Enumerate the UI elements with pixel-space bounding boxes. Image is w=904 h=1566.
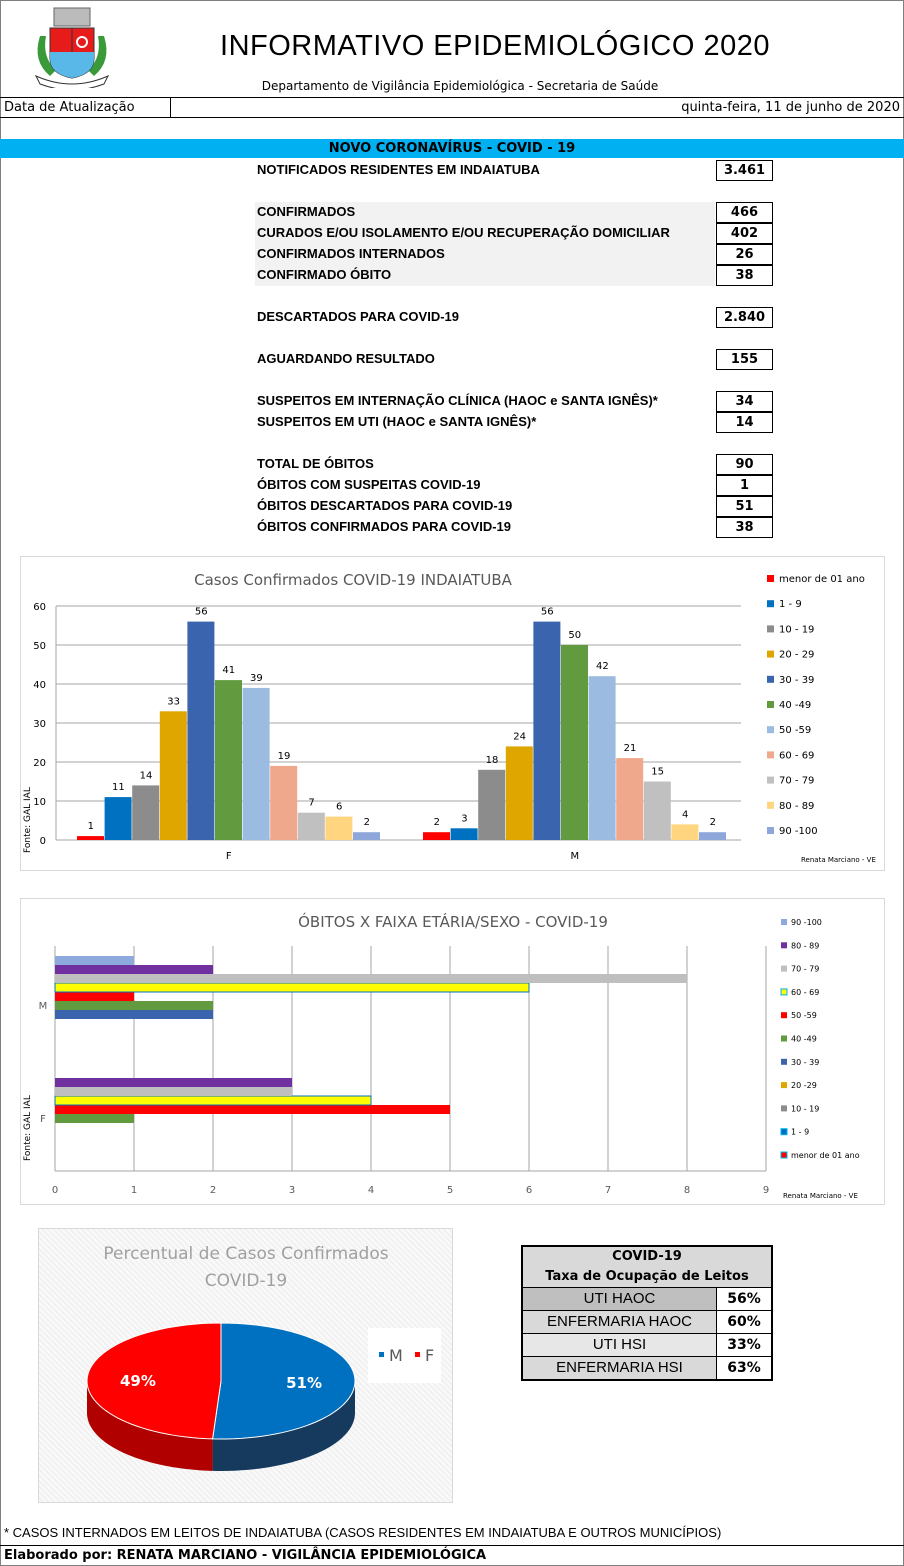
- bar-M-40-49: [561, 645, 588, 840]
- stat-label: ÓBITOS CONFIRMADOS PARA COVID-19: [257, 519, 512, 534]
- legend-label: 90 -100: [791, 918, 822, 927]
- stat-label: ÓBITOS COM SUSPEITAS COVID-19: [257, 477, 481, 492]
- legend-swatch: [767, 802, 774, 809]
- data-label: 18: [485, 754, 499, 766]
- data-label: 2: [709, 817, 716, 829]
- legend-swatch: [415, 1352, 420, 1357]
- legend-swatch: [379, 1352, 384, 1357]
- data-label: 21: [623, 743, 637, 755]
- legend-label: 60 - 69: [779, 750, 815, 762]
- legend-label: 90 -100: [779, 826, 818, 837]
- bar-F-30-39: [187, 622, 214, 840]
- chart-title: Percentual de Casos Confirmados: [103, 1244, 389, 1264]
- stat-label: DESCARTADOS PARA COVID-19: [257, 309, 460, 324]
- stat-value: 26: [716, 244, 773, 265]
- legend-label: 80 - 89: [791, 941, 820, 951]
- stat-label: CONFIRMADOS: [257, 204, 356, 219]
- stat-value: 2.840: [716, 307, 773, 328]
- divider: [170, 98, 171, 118]
- legend-swatch: [781, 919, 787, 925]
- legend-label: 70 - 79: [791, 964, 820, 974]
- pie-data-label: 49%: [120, 1371, 156, 1390]
- x-tick-label: 4: [367, 1185, 375, 1196]
- data-label: 4: [682, 809, 689, 821]
- bar-M-80-89: [55, 965, 213, 974]
- x-tick-label: 7: [604, 1185, 612, 1196]
- stat-value: 51: [716, 496, 773, 517]
- legend-swatch: [781, 989, 787, 995]
- legend-label: 70 - 79: [779, 775, 815, 787]
- data-label: 3: [461, 813, 468, 825]
- occupancy-row: [523, 1287, 771, 1310]
- x-tick-label: 6: [525, 1185, 533, 1196]
- occupancy-title: COVID-19: [523, 1247, 771, 1267]
- data-label: 2: [433, 817, 440, 829]
- occupancy-row: [523, 1333, 771, 1356]
- legend-label: 80 - 89: [779, 800, 815, 812]
- legend-label: 20 - 29: [779, 649, 815, 661]
- data-label: 39: [250, 672, 263, 684]
- legend-label: 30 - 39: [779, 674, 815, 686]
- stat-value: 466: [716, 202, 773, 223]
- data-label: 19: [277, 750, 291, 762]
- bar-F-50-59: [243, 688, 270, 840]
- legend-label: 40 -49: [791, 1034, 817, 1044]
- legend-swatch: [781, 1152, 787, 1158]
- footnote: * CASOS INTERNADOS EM LEITOS DE INDAIATUBA (CASOS RESIDENTES EM INDAIATUBA E OUTROS MUNICÍPIOS): [4, 1525, 722, 1540]
- bar-F-20-29: [160, 711, 187, 840]
- legend-swatch: [767, 625, 774, 632]
- occupancy-row: [523, 1310, 771, 1333]
- bar-F-40-49: [55, 1114, 134, 1123]
- stat-label: TOTAL DE ÓBITOS: [257, 456, 374, 471]
- y-tick-label: 40: [33, 680, 46, 691]
- bar-F-60-69: [55, 1096, 371, 1105]
- y-tick-label: 30: [33, 719, 46, 730]
- legend-label: F: [425, 1346, 435, 1365]
- bar-F-40-49: [215, 680, 242, 840]
- data-label: 50: [568, 630, 582, 641]
- y-tick-label: 0: [39, 836, 46, 847]
- author-note: Renata Marciano - VE: [801, 856, 876, 864]
- stat-label: CONFIRMADOS INTERNADOS: [257, 246, 445, 261]
- occupancy-subtitle: Taxa de Ocupação de Leitos: [523, 1267, 771, 1287]
- y-tick-label: 20: [33, 758, 46, 769]
- stat-value: 90: [716, 454, 773, 475]
- section-title: NOVO CORONAVÍRUS - COVID - 19: [0, 139, 904, 158]
- x-tick-label: 8: [683, 1185, 691, 1196]
- y-tick-label: 50: [33, 641, 46, 652]
- legend-swatch: [781, 1036, 787, 1042]
- bar-M-1-9: [451, 828, 478, 840]
- deaths-by-age-sex-chart: [20, 898, 885, 1205]
- stat-label: SUSPEITOS EM UTI (HAOC e SANTA IGNÊS)*: [257, 414, 537, 429]
- bar-F-menorde01ano: [77, 836, 104, 840]
- legend-swatch: [767, 651, 774, 658]
- percent-confirmed-pie-chart: [38, 1228, 453, 1503]
- update-date-label: Data de Atualização: [4, 100, 135, 115]
- bar-F-80-89: [325, 817, 352, 840]
- legend-label: 50 -59: [791, 1011, 817, 1021]
- chart-title: COVID-19: [204, 1271, 288, 1291]
- legend-swatch: [781, 942, 787, 948]
- occupancy-value: 56%: [717, 1288, 771, 1310]
- bar-M-50-59: [55, 992, 134, 1001]
- y-tick-label: M: [38, 1001, 48, 1012]
- occupancy-value: 63%: [717, 1357, 771, 1379]
- bar-M-80-89: [671, 824, 698, 840]
- bar-M-30-39: [533, 622, 560, 840]
- chart-title: ÓBITOS X FAIXA ETÁRIA/SEXO - COVID-19: [298, 913, 608, 931]
- bar-M-40-49: [55, 1001, 213, 1010]
- bar-M-menorde01ano: [423, 832, 450, 840]
- bar-F-70-79: [55, 1087, 292, 1096]
- bar-M-90-100: [55, 956, 134, 965]
- bed-occupancy-table: [521, 1245, 773, 1381]
- occupancy-value: 33%: [717, 1334, 771, 1356]
- confirmed-cases-chart: [20, 556, 885, 871]
- y-tick-label: 10: [33, 797, 46, 808]
- bar-M-50-59: [589, 676, 616, 840]
- data-label: 2: [363, 817, 370, 829]
- bar-M-30-39: [55, 1010, 213, 1019]
- author-credit: Elaborado por: RENATA MARCIANO - VIGILÂNCIA EPIDEMIOLÓGICA: [4, 1548, 487, 1563]
- x-tick-label: 0: [51, 1185, 59, 1196]
- stat-label: SUSPEITOS EM INTERNAÇÃO CLÍNICA (HAOC e SANTA IGNÊS)*: [257, 393, 658, 408]
- stat-value: 1: [716, 475, 773, 496]
- bar-M-10-19: [478, 770, 505, 840]
- legend-swatch: [767, 701, 774, 708]
- data-label: 6: [336, 801, 343, 813]
- bar-F-70-79: [298, 813, 325, 840]
- x-tick-label: M: [570, 851, 580, 862]
- stat-value: 38: [716, 265, 773, 286]
- legend-swatch: [767, 827, 774, 834]
- legend-swatch: [767, 777, 774, 784]
- x-tick-label: 2: [209, 1185, 217, 1196]
- occupancy-row: [523, 1356, 771, 1379]
- legend-swatch: [781, 1082, 787, 1088]
- update-date-value: quinta-feira, 11 de junho de 2020: [681, 100, 900, 115]
- occupancy-value: 60%: [717, 1311, 771, 1333]
- legend-label: menor de 01 ano: [779, 574, 865, 585]
- stat-value: 14: [716, 412, 773, 433]
- legend-label: 20 -29: [791, 1081, 817, 1091]
- y-tick-label: F: [40, 1114, 46, 1125]
- stat-value: 155: [716, 349, 773, 370]
- pie-data-label: 51%: [286, 1374, 322, 1393]
- occupancy-name: ENFERMARIA HSI: [523, 1357, 717, 1379]
- legend-swatch: [781, 1059, 787, 1065]
- legend-swatch: [767, 575, 774, 582]
- legend-label: 60 - 69: [791, 987, 820, 997]
- data-label: 24: [513, 731, 526, 743]
- bar-M-20-29: [506, 746, 533, 840]
- legend-swatch: [767, 751, 774, 758]
- data-label: 1: [87, 821, 94, 833]
- bar-M-70-79: [644, 782, 671, 841]
- data-label: 42: [596, 661, 609, 673]
- source-note: Fonte: GAL IAL: [23, 1095, 33, 1161]
- bar-F-10-19: [132, 785, 159, 840]
- legend-swatch: [781, 1012, 787, 1018]
- bar-F-50-59: [55, 1105, 450, 1114]
- author-note: Renata Marciano - VE: [783, 1192, 858, 1200]
- data-label: 33: [167, 696, 180, 708]
- occupancy-name: ENFERMARIA HAOC: [523, 1311, 717, 1333]
- bar-M-70-79: [55, 974, 687, 983]
- x-tick-label: 5: [446, 1185, 454, 1196]
- stat-value: 34: [716, 391, 773, 412]
- data-label: 7: [308, 797, 315, 809]
- legend-label: 10 - 19: [791, 1104, 820, 1114]
- bar-M-60-69: [55, 983, 529, 992]
- stat-value: 402: [716, 223, 773, 244]
- legend-label: 1 - 9: [791, 1127, 810, 1137]
- x-tick-label: 9: [762, 1185, 770, 1196]
- occupancy-name: UTI HSI: [523, 1334, 717, 1356]
- legend-label: 50 -59: [779, 725, 812, 737]
- stat-label: CONFIRMADO ÓBITO: [257, 267, 392, 282]
- update-date-row: [0, 97, 904, 118]
- page-title: INFORMATIVO EPIDEMIOLÓGICO 2020: [220, 30, 770, 62]
- legend-label: menor de 01 ano: [791, 1151, 860, 1160]
- data-label: 41: [222, 665, 236, 677]
- bar-M-60-69: [616, 758, 643, 840]
- legend-label: 10 - 19: [779, 624, 815, 636]
- data-label: 14: [139, 770, 153, 782]
- city-coat-of-arms-logo: [30, 6, 114, 88]
- legend-swatch: [781, 1105, 787, 1111]
- bar-F-1-9: [105, 797, 132, 840]
- legend-label: M: [389, 1346, 403, 1365]
- stat-label: ÓBITOS DESCARTADOS PARA COVID-19: [257, 498, 513, 513]
- stat-label: CURADOS E/OU ISOLAMENTO E/OU RECUPERAÇÃO DOMICILIAR: [257, 225, 670, 240]
- legend-label: 1 - 9: [779, 599, 802, 611]
- source-note: Fonte: GAL IAL: [23, 787, 33, 853]
- bar-M-90-100: [699, 832, 726, 840]
- bar-F-60-69: [270, 766, 297, 840]
- stat-label: NOTIFICADOS RESIDENTES EM INDAIATUBA: [257, 162, 540, 177]
- stat-value: 38: [716, 517, 773, 538]
- x-tick-label: 1: [130, 1185, 138, 1196]
- stat-label: AGUARDANDO RESULTADO: [257, 351, 435, 366]
- stat-value: 3.461: [716, 160, 773, 181]
- chart-title: Casos Confirmados COVID-19 INDAIATUBA: [194, 571, 512, 589]
- data-label: 15: [651, 766, 664, 778]
- divider: [0, 1545, 904, 1546]
- page-subtitle: Departamento de Vigilância Epidemiológica - Secretaria de Saúde: [261, 79, 659, 93]
- x-tick-label: 3: [288, 1185, 296, 1196]
- occupancy-name: UTI HAOC: [523, 1288, 717, 1310]
- legend-swatch: [767, 726, 774, 733]
- data-label: 11: [112, 782, 125, 794]
- x-tick-label: F: [225, 851, 232, 862]
- data-label: 56: [194, 606, 208, 618]
- y-tick-label: 60: [33, 602, 46, 613]
- data-label: 56: [540, 606, 554, 618]
- legend-swatch: [767, 676, 774, 683]
- legend-label: 30 - 39: [791, 1057, 820, 1067]
- legend-label: 40 -49: [779, 700, 812, 711]
- legend-swatch: [781, 1129, 787, 1135]
- legend-swatch: [781, 966, 787, 972]
- bar-F-90-100: [353, 832, 380, 840]
- bar-F-80-89: [55, 1078, 292, 1087]
- legend-swatch: [767, 600, 774, 607]
